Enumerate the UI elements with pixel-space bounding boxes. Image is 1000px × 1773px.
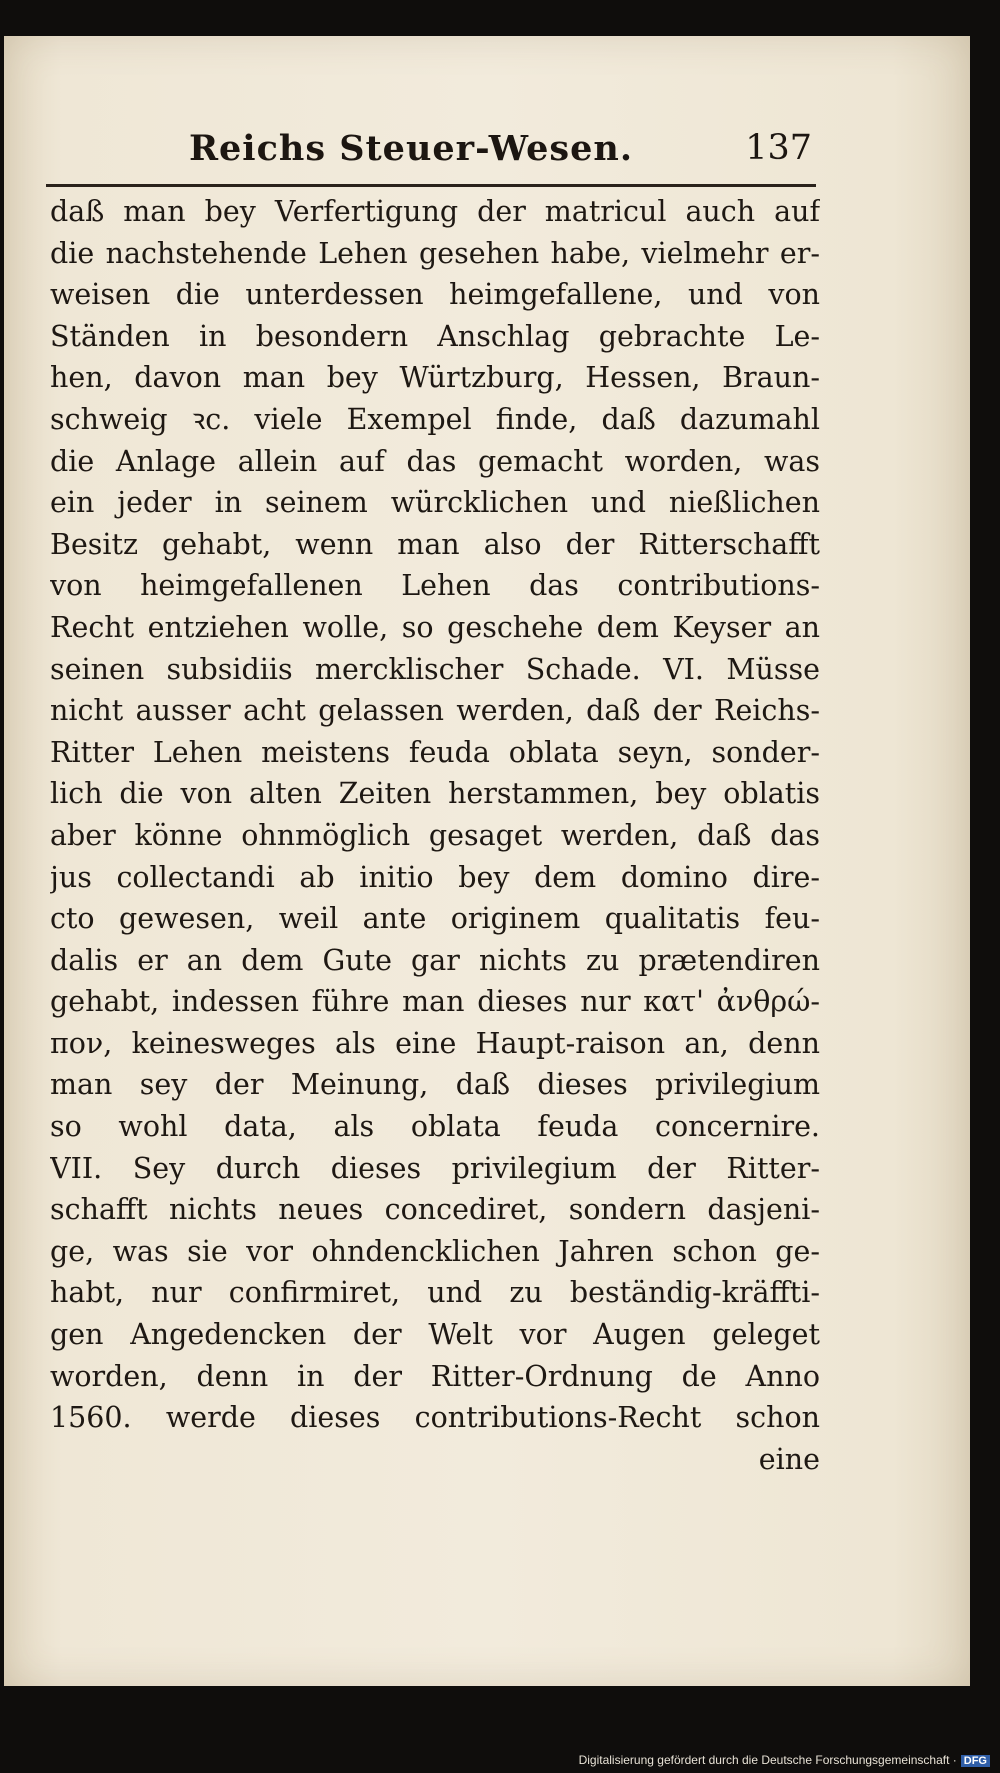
text-line: gen Angedencken der Welt vor Augen geleget — [50, 1318, 820, 1352]
text-line: man sey der Meinung, daß dieses privilegium — [50, 1068, 820, 1102]
text-line: schweig ꝛc. viele Exempel finde, daß dazumahl — [50, 402, 820, 436]
text-line: schafft nichts neues concediret, sondern dasjeni- — [50, 1193, 820, 1227]
text-line: πον, keinesweges als eine Haupt-raison an, denn — [50, 1026, 820, 1060]
text-line: nicht ausser acht gelassen werden, daß der Reichs- — [50, 694, 820, 728]
digitization-credit — [579, 1753, 990, 1767]
text-line: Ständen in besondern Anschlag gebrachte Le- — [50, 319, 820, 353]
credit-text: Digitalisierung gefördert durch die Deutsche Forschungsgemeinschaft · — [578, 1753, 957, 1767]
page-header — [49, 128, 824, 180]
text-line: lich die von alten Zeiten herstammen, bey oblatis — [50, 777, 820, 811]
text-line: Recht entziehen wolle, so geschehe dem Keyser an — [50, 610, 820, 644]
book-page — [4, 36, 970, 1686]
text-line: Ritter Lehen meistens feuda oblata seyn, sonder- — [50, 735, 820, 769]
text-line: gehabt, indessen führe man dieses nur κατ' ἀνθρώ- — [50, 985, 820, 1019]
page-number: 137 — [745, 128, 812, 168]
text-line: ge, was sie vor ohndencklichen Jahren schon ge- — [50, 1234, 820, 1268]
text-line: habt, nur confirmiret, und zu beständig-kräffti- — [50, 1276, 820, 1310]
text-line: 1560. werde dieses contributions-Recht schon — [50, 1401, 820, 1435]
text-line: ein jeder in seinem würcklichen und nießlichen — [50, 486, 820, 520]
text-line: worden, denn in der Ritter-Ordnung de Anno — [50, 1359, 820, 1393]
text-line: seinen subsidiis mercklischer Schade. VI. Müsse — [50, 652, 820, 686]
text-line: cto gewesen, weil ante originem qualitatis feu- — [50, 902, 820, 936]
text-line: jus collectandi ab initio bey dem domino dire- — [50, 860, 820, 894]
text-line: so wohl data, als oblata feuda concernire. — [50, 1110, 820, 1144]
text-line: Besitz gehabt, wenn man also der Ritterschafft — [50, 527, 820, 561]
text-line: weisen die unterdessen heimgefallene, und von — [50, 278, 820, 312]
dfg-logo: DFG — [961, 1755, 990, 1767]
header-rule — [46, 184, 816, 187]
text-line: daß man bey Verfertigung der matricul auch auf — [50, 195, 820, 228]
catchword: eine — [758, 1442, 820, 1476]
text-line: hen, davon man bey Würtzburg, Hessen, Braun- — [50, 361, 820, 395]
text-line: VII. Sey durch dieses privilegium der Ritter- — [50, 1151, 820, 1185]
text-line: aber könne ohnmöglich gesaget werden, daß das — [50, 818, 820, 852]
text-line: die Anlage allein auf das gemacht worden, was — [50, 444, 820, 478]
text-line: dalis er an dem Gute gar nichts zu prætendiren — [50, 943, 820, 977]
running-title: Reichs Steuer-Wesen. — [188, 128, 634, 169]
body-text — [50, 191, 820, 1480]
text-line: von heimgefallenen Lehen das contributions- — [50, 569, 820, 603]
text-line: die nachstehende Lehen gesehen habe, vielmehr er- — [50, 236, 820, 270]
